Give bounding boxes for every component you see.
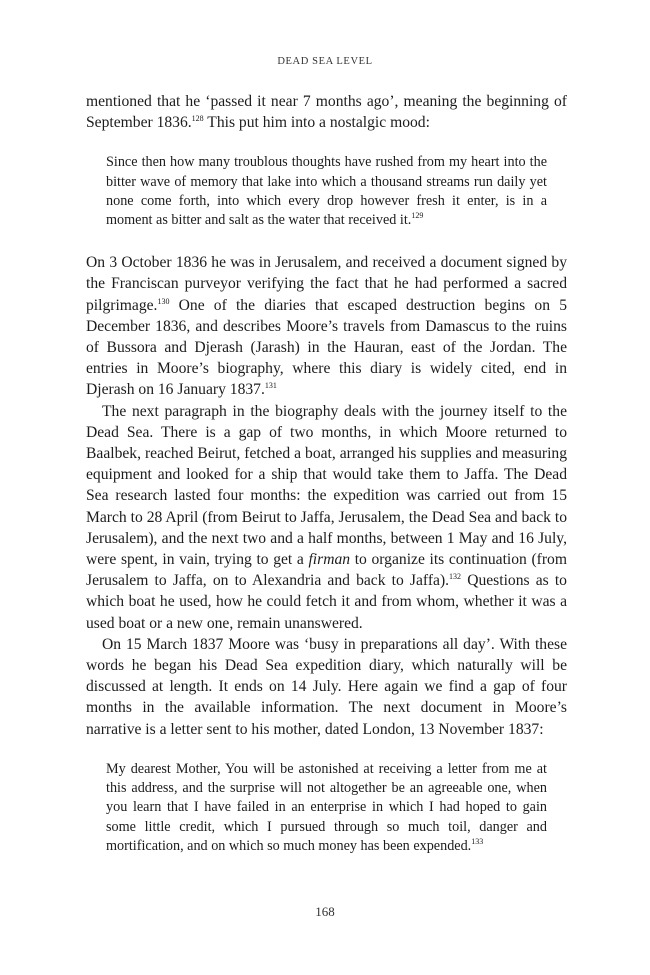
block-quote xyxy=(106,153,547,230)
paragraph xyxy=(86,252,567,400)
block-quote xyxy=(106,760,547,856)
running-head: DEAD SEA LEVEL xyxy=(277,56,373,67)
quote-text: My dearest Mother, You will be astonished at receiving a letter from me at this address, and the surprise will not altogether be an agreeable one, when you learn that I have failed in an enterprise in which I had hoped to gain some little credit, which I pursued through so much toil, danger and mortification, and on which so much money has been expended. xyxy=(106,760,547,854)
paragraph-text: This put him into a nostalgic mood: xyxy=(203,114,430,132)
paragraph-text: Questions as to which boat he used, how he could fetch it and from whom, whether it was a used boat or a new one, remain unanswered. xyxy=(86,572,567,632)
paragraph-text: One of the diaries that escaped destruction begins on 5 December 1836, and describes Moore’s travels from Damascus to the ruins of Bussora and Djerash (Jarash) in the Hauran, east of the Jordan. The entries in Moore’s biography, where this diary is widely cited, end in Djerash on 16 January 1837. xyxy=(86,296,567,399)
footnote-ref: 133 xyxy=(471,836,484,846)
footnote-ref: 130 xyxy=(157,296,170,306)
body-text xyxy=(86,91,567,878)
footnote-ref: 128 xyxy=(191,114,204,124)
paragraph-text: On 15 March 1837 Moore was ‘busy in preparations all day’. With these words he began his Dead Sea expedition diary, which naturally will be discussed at length. It ends on 14 July. Here again we find a gap of four months in the available information. The next document in Moore’s narrative is a letter sent to his mother, dated London, 13 November 1837: xyxy=(86,635,567,738)
paragraph-text: The next paragraph in the biography deals with the journey itself to the Dead Sea. There is a gap of two months, in which Moore returned to Baalbek, reached Beirut, fetched a boat, arranged his supplies and measuring equipment and looked for a ship that would take them to Jaffa. The Dead Sea research lasted four months: the expedition was carried out from 15 March to 28 April (from Beirut to Jaffa, Jerusalem, the Dead Sea and back to Jerusalem), and the next two and a half months, between 1 May and 16 July, were spent, in vain, trying to get a xyxy=(86,402,567,569)
paragraph-text: to organize its continuation (from Jerusalem to Jaffa, on to Alexandria and back to Jaffa). xyxy=(86,551,567,590)
paragraph xyxy=(86,634,567,740)
paragraph xyxy=(86,91,567,133)
footnote-ref: 132 xyxy=(449,572,462,582)
paragraph-text: On 3 October 1836 he was in Jerusalem, and received a document signed by the Franciscan purveyor verifying the fact that he had performed a sacred pilgrimage. xyxy=(86,254,567,314)
footnote-ref: 129 xyxy=(411,211,424,221)
footnote-ref: 131 xyxy=(264,381,277,391)
italic-term: firman xyxy=(308,551,351,569)
quote-text: Since then how many troublous thoughts have rushed from my heart into the bitter wave of memory that lake into which a thousand streams run daily yet none come forth, into which every drop however fresh it enter, is in a moment as bitter and salt as the water that received it. xyxy=(106,154,547,229)
page-number: 168 xyxy=(315,904,335,919)
paragraph xyxy=(86,401,567,634)
paragraph-text: mentioned that he ‘passed it near 7 months ago’, meaning the beginning of September 1836. xyxy=(86,93,567,132)
